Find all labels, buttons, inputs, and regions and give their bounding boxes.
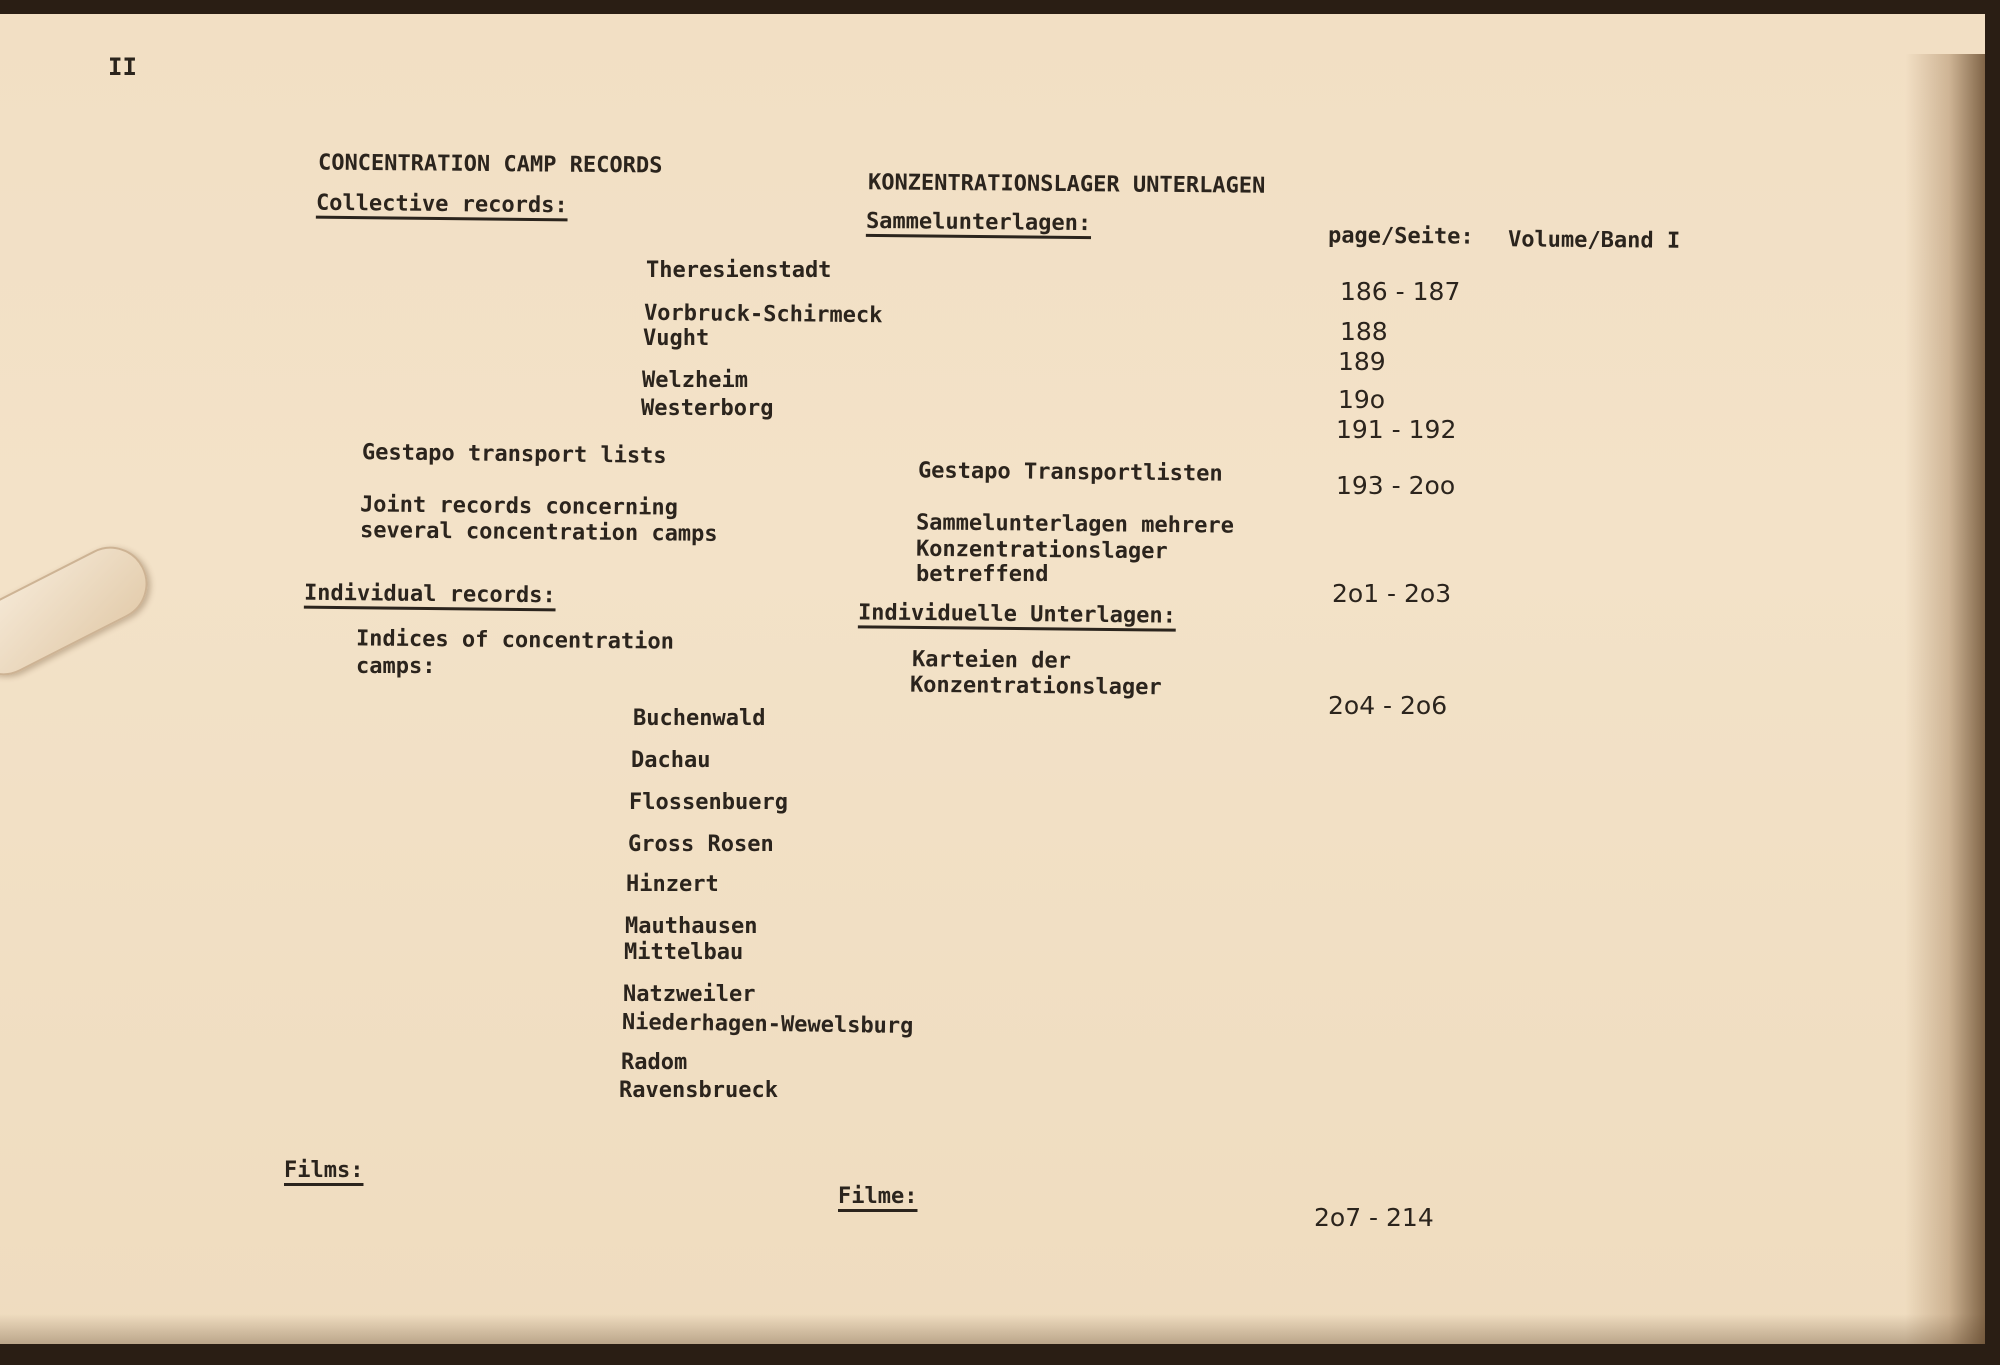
camp-item: Vught bbox=[643, 326, 710, 351]
camp-item: Flossenbuerg bbox=[629, 790, 788, 815]
camp-item: Niederhagen-Wewelsburg bbox=[621, 1009, 914, 1040]
page-range: 193 - 2oo bbox=[1336, 471, 1456, 500]
joint-records-english-line1: Joint records concerning bbox=[359, 492, 679, 521]
paper-clip bbox=[0, 534, 160, 688]
page-range: 186 - 187 bbox=[1340, 277, 1461, 306]
page-range: 2o1 - 2o3 bbox=[1332, 579, 1452, 608]
camp-item: Westerborg bbox=[641, 396, 774, 421]
camp-item: Buchenwald bbox=[633, 706, 766, 731]
joint-records-german-line1: Sammelunterlagen mehrere bbox=[915, 510, 1235, 539]
camp-item: Radom bbox=[621, 1050, 688, 1075]
camp-item: Mauthausen bbox=[625, 914, 758, 939]
gestapo-german: Gestapo Transportlisten bbox=[917, 458, 1223, 487]
title-english: CONCENTRATION CAMP RECORDS bbox=[317, 150, 663, 179]
individuelle-unterlagen-heading: Individuelle Unterlagen: bbox=[857, 600, 1177, 629]
document-page bbox=[0, 14, 1985, 1344]
filme-heading: Filme: bbox=[838, 1184, 918, 1209]
indices-english-line1: Indices of concentration bbox=[355, 626, 675, 655]
camp-item: Mittelbau bbox=[624, 940, 744, 965]
indices-german-line1: Karteien der bbox=[911, 647, 1072, 674]
page-column-header: page/Seite: bbox=[1327, 223, 1474, 250]
page-range: 19o bbox=[1338, 385, 1386, 414]
page-range: 188 bbox=[1340, 317, 1388, 346]
page-range: 189 bbox=[1338, 347, 1386, 376]
sammelunterlagen-heading: Sammelunterlagen: bbox=[865, 208, 1092, 237]
individual-records-heading: Individual records: bbox=[303, 580, 556, 609]
camp-item: Vorbruck-Schirmeck bbox=[643, 300, 883, 329]
page-edge-shadow bbox=[1905, 54, 1985, 1344]
camp-item: Natzweiler bbox=[623, 982, 756, 1007]
camp-item: Theresienstadt bbox=[646, 258, 832, 283]
volume-header: Volume/Band I bbox=[1507, 227, 1681, 254]
page-range: 2o4 - 2o6 bbox=[1328, 691, 1448, 720]
joint-records-english-line2: several concentration camps bbox=[359, 518, 718, 547]
page-range: 2o7 - 214 bbox=[1314, 1203, 1434, 1232]
page-bottom-shadow bbox=[0, 1314, 1985, 1344]
page-number: II bbox=[108, 53, 137, 81]
camp-item: Ravensbrueck bbox=[619, 1078, 778, 1103]
joint-records-german-line3: betreffend bbox=[916, 562, 1049, 587]
joint-records-german-line2: Konzentrationslager bbox=[915, 536, 1168, 565]
indices-german-line2: Konzentrationslager bbox=[909, 672, 1162, 701]
collective-records-heading: Collective records: bbox=[315, 190, 568, 219]
title-german: KONZENTRATIONSLAGER UNTERLAGEN bbox=[867, 170, 1266, 199]
gestapo-english: Gestapo transport lists bbox=[361, 440, 667, 469]
indices-english-line2: camps: bbox=[356, 654, 436, 679]
camp-item: Hinzert bbox=[626, 872, 719, 897]
films-heading: Films: bbox=[284, 1158, 364, 1183]
page-range: 191 - 192 bbox=[1336, 415, 1457, 444]
camp-item: Gross Rosen bbox=[628, 832, 774, 857]
camp-item: Welzheim bbox=[642, 368, 748, 393]
camp-item: Dachau bbox=[631, 748, 711, 773]
